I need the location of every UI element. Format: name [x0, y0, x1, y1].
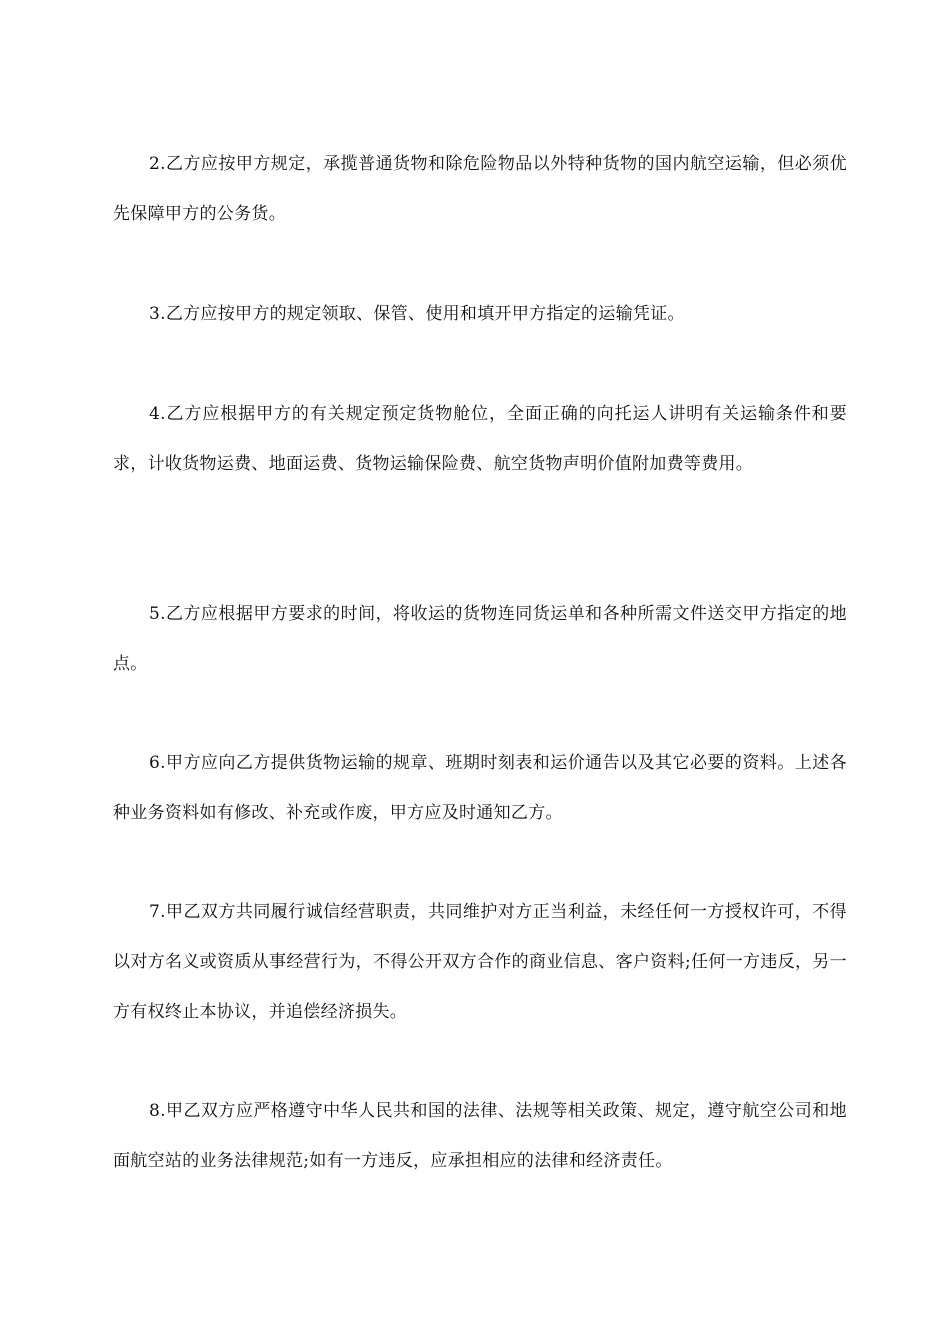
- clause-8-paragraph: 8.甲乙双方应严格遵守中华人民共和国的法律、法规等相关政策、规定，遵守航空公司和地面航空站的业务法律规范;如有一方违反，应承担相应的法律和经济责任。: [113, 1101, 847, 1171]
- clause-3-paragraph: 3.乙方应按甲方的规定领取、保管、使用和填开甲方指定的运输凭证。: [149, 304, 685, 324]
- clause-4-paragraph: 4.乙方应根据甲方的有关规定预定货物舱位，全面正确的向托运人讲明有关运输条件和要求，计收货物运费、地面运费、货物运输保险费、航空货物声明价值附加费等费用。: [113, 404, 847, 474]
- clause-7-paragraph: 7.甲乙双方共同履行诚信经营职责，共同维护对方正当利益，未经任何一方授权许可，不得以对方名义或资质从事经营行为，不得公开双方合作的商业信息、客户资料;任何一方违反，另一方有权终止本协议，并追偿经济损失。: [113, 902, 847, 1022]
- clause-5-paragraph: 5.乙方应根据甲方要求的时间，将收运的货物连同货运单和各种所需文件送交甲方指定的地点。: [113, 604, 847, 674]
- clause-6-paragraph: 6.甲方应向乙方提供货物运输的规章、班期时刻表和运价通告以及其它必要的资料。上述各种业务资料如有修改、补充或作废，甲方应及时通知乙方。: [113, 753, 847, 823]
- clause-2-paragraph: 2.乙方应按甲方规定，承揽普通货物和除危险物品以外特种货物的国内航空运输，但必须优先保障甲方的公务货。: [113, 154, 847, 224]
